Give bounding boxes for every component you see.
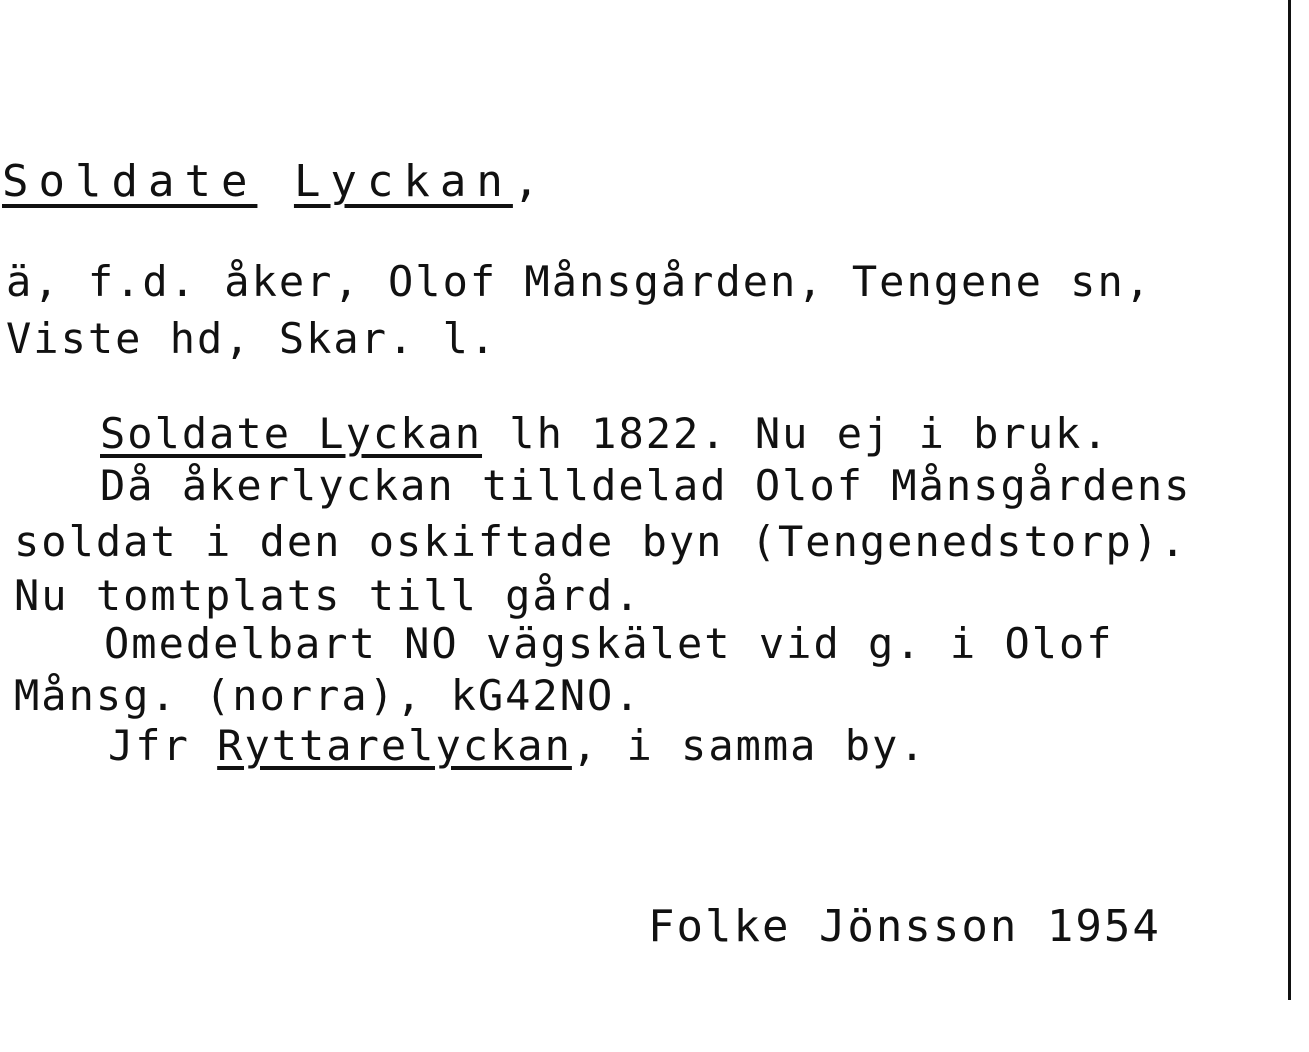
paragraph-line-3: soldat i den oskiftade byn (Tengenedstorp). (14, 517, 1188, 566)
title-suffix: , (512, 156, 550, 207)
paragraph-line-1-rest: lh 1822. Nu ej i bruk. (482, 409, 1110, 458)
paragraph-line-7-rest: , i samma by. (571, 721, 927, 770)
title-word-soldate: Soldate (2, 156, 258, 207)
title-word-lyckan: Lyckan (293, 156, 513, 207)
signature: Folke Jönsson 1954 (648, 901, 1161, 952)
description-line-1: ä, f.d. åker, Olof Månsgården, Tengene sn, (6, 257, 1153, 306)
paragraph-line-1 (100, 410, 1110, 458)
paragraph-line-2: Då åkerlyckan tilldelad Olof Månsgårdens (100, 461, 1192, 510)
paragraph-line-7-prefix: Jfr (108, 721, 218, 770)
underlined-name: Soldate Lyckan (100, 409, 483, 458)
paragraph-line-5: Omedelbart NO vägskälet vid g. i Olof (104, 619, 1114, 668)
paragraph-line-6: Månsg. (norra), kG42NO. (14, 671, 642, 720)
card-title (2, 158, 549, 206)
card-edge-line (1288, 0, 1291, 1000)
description-line-2: Viste hd, Skar. l. (6, 314, 498, 363)
paragraph-line-4: Nu tomtplats till gård. (14, 571, 642, 620)
paragraph-line-7 (108, 722, 927, 770)
underlined-reference: Ryttarelyckan (217, 721, 572, 770)
